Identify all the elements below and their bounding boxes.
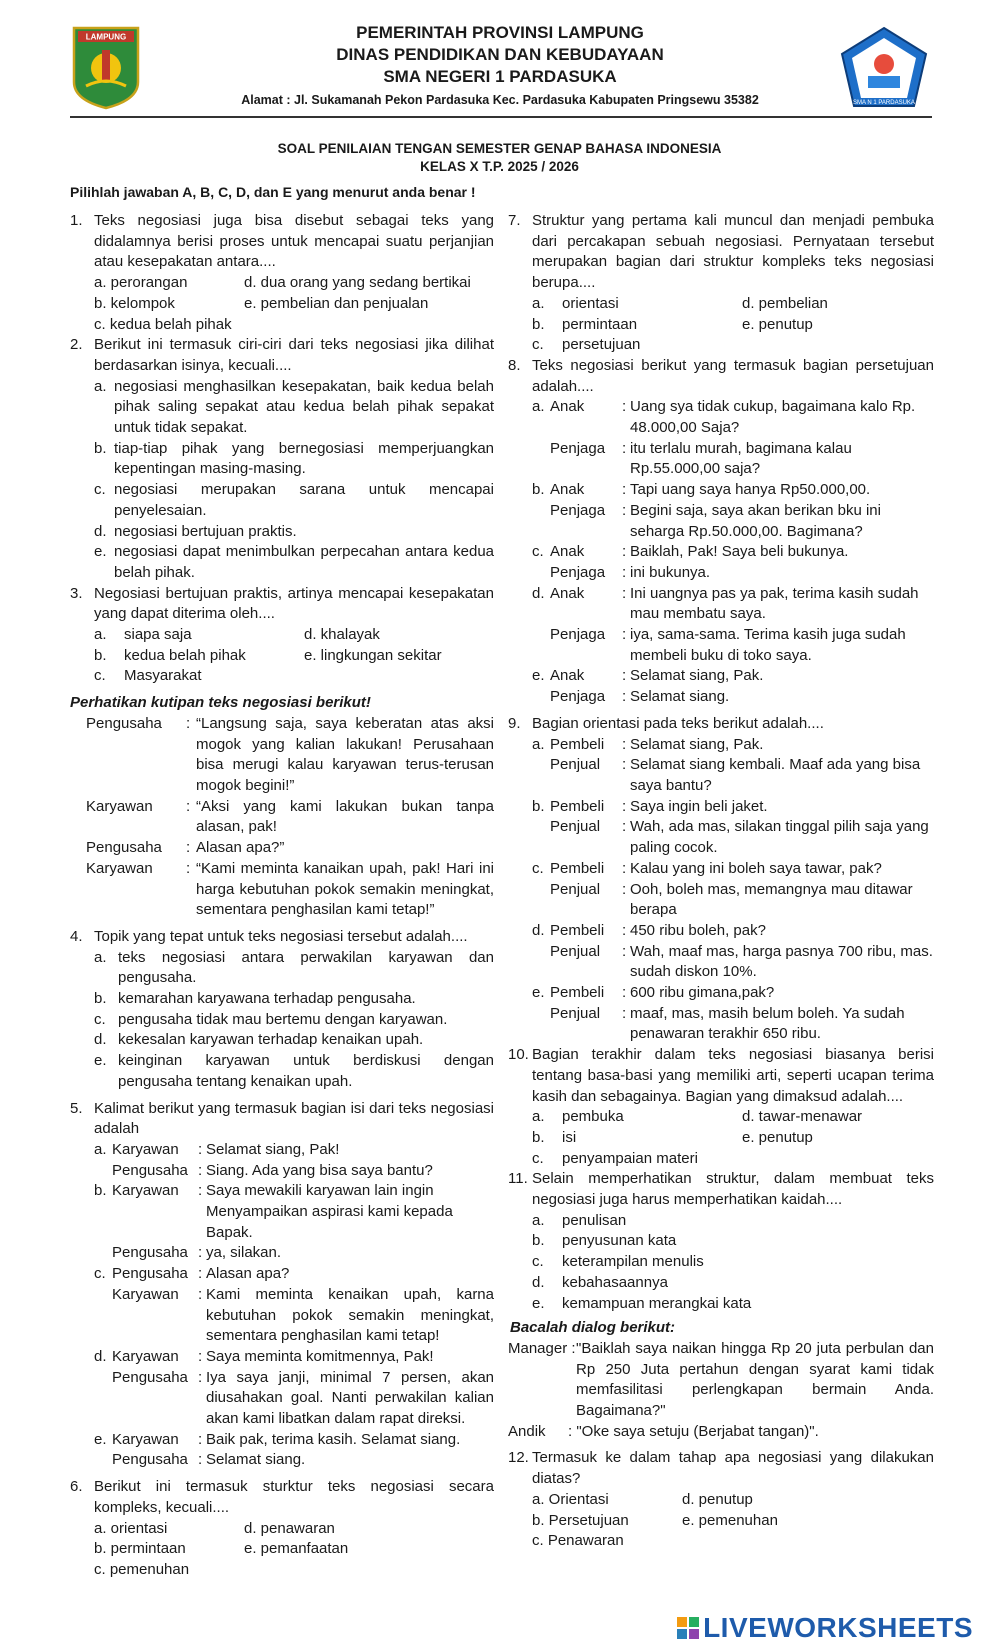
header-department: DINAS PENDIDIKAN DAN KEBUDAYAAN: [336, 45, 664, 64]
header-government: PEMERINTAH PROVINSI LAMPUNG: [356, 23, 644, 42]
question-4-options: [70, 948, 494, 1093]
lampung-crest-logo: [72, 26, 140, 110]
option[interactable]: persetujuan: [562, 336, 641, 354]
option[interactable]: e. Karyawan : Baik pak, terima kasih. Selamat siang.: [94, 1430, 461, 1448]
question-1-options: [70, 273, 494, 335]
option[interactable]: d. tawar-menawar: [742, 1108, 863, 1126]
exam-class: KELAS X T.P. 2025 / 2026: [420, 159, 579, 174]
brand-name: LIVEWORKSHEETS: [703, 1612, 973, 1643]
option[interactable]: d. Pembeli : 450 ribu boleh, pak?: [532, 921, 766, 939]
question-12-options: [508, 1490, 934, 1552]
question-1: 1. Teks negosiasi juga bisa disebut sebagai teks yang didalamnya berisi proses untuk mencapai suatu perjanjian atau kesepakatan antara....: [70, 211, 494, 273]
option[interactable]: e. pemanfaatan: [244, 1540, 349, 1558]
option[interactable]: c. Anak : Baiklah, Pak! Saya beli bukunya.: [532, 543, 849, 561]
question-11: 11. Selain memperhatikan struktur, dalam membuat teks negosiasi juga harus memperhatikan kaidah....: [508, 1169, 934, 1210]
option[interactable]: c. pemenuhan: [94, 1561, 190, 1578]
question-7-options: a. orientasi d. pembelian b. permintaan e. penutup c. persetujuan: [508, 294, 934, 356]
option[interactable]: e. penutup: [742, 1128, 813, 1146]
question-text: Teks negosiasi berikut yang termasuk bagian persetujuan adalah....: [532, 356, 934, 395]
option[interactable]: a. negosiasi menghasilkan kesepakatan, baik kedua belah pihak saling sepakat atau kedua belah pihak sepakat untuk tidak sepakat.: [94, 377, 494, 437]
question-2-options: [70, 377, 494, 584]
question-3-options: a. siapa saja d. khalayak b. kedua belah pihak e. lingkungan sekitar c. Masyarakat: [70, 625, 494, 687]
question-10: 10. Bagian terakhir dalam teks negosiasi biasanya berisi tentang basa-basi yang memiliki arti, seperti ucapan terima kasih dan sebagainya. Bagian yang dimaksud adalah....: [508, 1045, 934, 1107]
option[interactable]: b. kemarahan karyawana terhadap pengusaha.: [94, 990, 416, 1008]
letterhead: [0, 20, 999, 120]
option[interactable]: c. kedua belah pihak: [94, 315, 232, 333]
option[interactable]: b. Karyawan : Saya mewakili karyawan lain ingin Menyampaikan aspirasi kami kepada Bapak.: [94, 1182, 453, 1241]
option[interactable]: c. Penawaran: [532, 1532, 624, 1550]
option[interactable]: a. Orientasi: [532, 1490, 609, 1508]
dialog-andik: Andik : "Oke saya setuju (Berjabat tangan)".: [508, 1422, 819, 1440]
option[interactable]: b. penyusunan kata: [532, 1232, 677, 1250]
option[interactable]: e. lingkungan sekitar: [304, 646, 442, 664]
question-8: 8. Teks negosiasi berikut yang termasuk bagian persetujuan adalah....: [508, 356, 934, 397]
question-text: Bagian orientasi pada teks berikut adalah....: [532, 714, 824, 732]
option[interactable]: d. kebahasaannya: [532, 1273, 668, 1291]
instruction: Pilihlah jawaban A, B, C, D, dan E yang menurut anda benar !: [70, 184, 476, 200]
option[interactable]: e. Pembeli : 600 ribu gimana,pak?: [532, 984, 775, 1002]
option[interactable]: d. negosiasi bertujuan praktis.: [94, 522, 297, 540]
option[interactable]: e. kemampuan merangkai kata: [532, 1294, 752, 1312]
option[interactable]: e. Anak : Selamat siang, Pak.: [532, 667, 764, 685]
option[interactable]: d. khalayak: [304, 626, 380, 644]
emblem-text: SMA N 1 PARDASUKA: [853, 100, 915, 106]
option[interactable]: e. negosiasi dapat menimbulkan perpecahan antara kedua belah pihak.: [94, 543, 494, 581]
header-address: Alamat : Jl. Sukamanah Pekon Pardasuka Kec. Pardasuka Kabupaten Pringsewu 35382: [241, 93, 759, 107]
question-text: Topik yang tepat untuk teks negosiasi tersebut adalah....: [94, 927, 468, 945]
question-text: Bagian terakhir dalam teks negosiasi biasanya berisi tentang basa-basi yang memiliki arti, seperti ucapan terima kasih dan sebagainya. Bagian yang dimaksud adalah....: [532, 1046, 934, 1105]
option[interactable]: e. penutup: [742, 315, 813, 333]
option[interactable]: a. orientasi: [94, 1519, 168, 1537]
option[interactable]: isi: [562, 1128, 577, 1146]
question-text: Selain memperhatikan struktur, dalam membuat teks negosiasi juga harus memperhatikan kaidah....: [532, 1170, 934, 1209]
excerpt-heading: Perhatikan kutipan teks negosiasi berikut!: [70, 694, 371, 712]
exam-title: SOAL PENILAIAN TENGAN SEMESTER GENAP BAHASA INDONESIA: [277, 141, 722, 156]
right-column: [508, 211, 934, 1552]
question-4: 4. Topik yang tepat untuk teks negosiasi tersebut adalah....: [70, 927, 494, 948]
option[interactable]: a. teks negosiasi antara perwakilan karyawan dan pengusaha.: [94, 948, 494, 987]
question-text: Kalimat berikut yang termasuk bagian isi dari teks negosiasi adalah: [94, 1099, 494, 1138]
question-9: 9. Bagian orientasi pada teks berikut adalah....: [508, 714, 934, 735]
question-12: 12. Termasuk ke dalam tahap apa negosiasi yang dilakukan diatas?: [508, 1448, 934, 1489]
option[interactable]: a. penulisan: [532, 1211, 627, 1229]
question-text: Termasuk ke dalam tahap apa negosiasi yang dilakukan diatas?: [532, 1449, 934, 1488]
header-school: SMA NEGERI 1 PARDASUKA: [383, 67, 617, 86]
option[interactable]: penyampaian materi: [562, 1149, 698, 1167]
option[interactable]: e. pembelian dan penjualan: [244, 294, 429, 312]
option[interactable]: b. tiap-tiap pihak yang bernegosiasi memperjuangkan kepentingan masing-masing.: [94, 439, 494, 478]
option[interactable]: b. permintaan: [94, 1540, 186, 1558]
school-emblem-logo: [838, 26, 930, 110]
option[interactable]: Masyarakat: [124, 667, 202, 685]
question-7: 7. Struktur yang pertama kali muncul dan menjadi pembuka dari percakapan sebuah negosiasi. Pernyataan tersebut merupakan bagian dari struktur kompleks teks negosiasi berupa....: [508, 211, 934, 294]
excerpt-dialog: Pengusaha : “Langsung saja, saya keberatan atas aksi mogok yang kalian lakukan! Perusahaan bisa merugi kalau karyawan terus-terusan mogok begini!” Karyawan : “Aksi yang kami lakukan bukan tanpa alasan, pak! Pengusaha : Alasan apa?” Karyawan : “Kami meminta kanaikan upah, pak! Hari ini harga kebutuhan pokok semakin meningkat, sementara penghasilan kami tetap!”: [86, 714, 494, 919]
option[interactable]: b. kelompok: [94, 294, 175, 312]
dialog-heading: Bacalah dialog berikut:: [510, 1319, 676, 1337]
question-text: Berikut ini termasuk ciri-ciri dari teks negosiasi jika dilihat berdasarkan isinya, kecuali....: [94, 336, 494, 374]
question-10-options: a. pembuka d. tawar-menawar b. isi e. penutup c. penyampaian materi: [508, 1107, 934, 1169]
option[interactable]: pembuka: [562, 1108, 624, 1126]
option[interactable]: d. Anak : Ini uangnya pas ya pak, terima kasih sudah mau membatu saya.: [532, 584, 919, 623]
question-text: Berikut ini termasuk sturktur teks negosiasi secara kompleks, kecuali....: [94, 1478, 494, 1516]
option[interactable]: c. pengusaha tidak mau bertemu dengan karyawan.: [94, 1010, 448, 1028]
question-8-options: a. Anak : Uang sya tidak cukup, bagaimana kalo Rp. 48.000,00 Saja? Penjaga : itu terlalu murah, bagimana kalau Rp.55.000,00 saja? b. Anak : Tapi uang saya hanya Rp50.000,00. Penjaga : Begini saja, saya akan berikan bku ini seharga Rp.50.000,00. Bagimana? c. Anak : Baiklah, Pak! Saya beli bukunya. Penjaga : ini bukunya. d. Anak : Ini uangnya pas ya pak, terima kasih sudah mau membatu saya. Penjaga : iya, sama-sama. Terima kasih juga sudah membeli buku di toko saya. e. Anak : Selamat siang, Pak. Penjaga : Selamat siang.: [508, 397, 934, 708]
question-11-options: [508, 1211, 934, 1315]
option[interactable]: d. pembelian: [742, 294, 828, 312]
liveworksheets-brand[interactable]: [677, 1612, 973, 1644]
option[interactable]: siapa saja: [124, 626, 192, 644]
question-text: Negosiasi bertujuan praktis, artinya mencapai kesepakatan yang dapat diterima oleh....: [94, 584, 494, 623]
left-column: [70, 211, 494, 1581]
crest-text: LAMPUNG: [85, 32, 127, 42]
option[interactable]: d. dua orang yang sedang bertikai: [244, 274, 471, 292]
option[interactable]: a. Pembeli : Selamat siang, Pak.: [532, 735, 764, 753]
option[interactable]: c. Pengusaha : Alasan apa?: [94, 1265, 290, 1283]
question-6-options: [70, 1519, 494, 1581]
option[interactable]: d. Karyawan : Saya meminta komitmennya, Pak!: [94, 1347, 434, 1365]
question-text: Teks negosiasi juga bisa disebut sebagai teks yang didalamnya berisi proses untuk mencapai suatu perjanjian atau kesepakatan antara....: [94, 212, 494, 271]
option[interactable]: c. Pembeli : Kalau yang ini boleh saya tawar, pak?: [532, 859, 882, 877]
question-3: 3. Negosiasi bertujuan praktis, artinya mencapai kesepakatan yang dapat diterima oleh....: [70, 584, 494, 625]
option[interactable]: d. penawaran: [244, 1519, 335, 1537]
liveworksheets-icon: [677, 1617, 699, 1639]
option[interactable]: e. keinginan karyawan untuk berdiskusi dengan pengusaha tentang kenaikan upah.: [94, 1052, 494, 1090]
question-2: 2. Berikut ini termasuk ciri-ciri dari teks negosiasi jika dilihat berdasarkan isinya, kecuali....: [70, 335, 494, 376]
question-9-options: a. Pembeli : Selamat siang, Pak. Penjual : Selamat siang kembali. Maaf ada yang bisa saya bantu? b. Pembeli : Saya ingin beli jaket. Penjual : Wah, ada mas, silakan tinggal pilih saja yang paling cocok. c. Pembeli : Kalau yang ini boleh saya tawar, pak? Penjual : Ooh, boleh mas, memangnya mau ditawar berapa d. Pembeli : 450 ribu boleh, pak? Penjual : Wah, maaf mas, harga pasnya 700 ribu, mas. sudah diskon 10%. e. Pembeli : 600 ribu gimana,pak? Penjual : maaf, mas, masih belum boleh. Ya sudah penawaran terakhir 650 ribu.: [532, 735, 933, 1043]
question-6: 6. Berikut ini termasuk sturktur teks negosiasi secara kompleks, kecuali....: [70, 1477, 494, 1518]
option[interactable]: b. Anak : Tapi uang saya hanya Rp50.000,00.: [532, 481, 871, 499]
option[interactable]: d. kekesalan karyawan terhadap kenaikan upah.: [94, 1031, 424, 1049]
option[interactable]: orientasi: [562, 294, 619, 312]
question-5-options: a. Karyawan : Selamat siang, Pak! Pengusaha : Siang. Ada yang bisa saya bantu? b. Karyawan : Saya mewakili karyawan lain ingin Menyampaikan aspirasi kami kepada Bapak. Pengusaha : ya, silakan. c. Pengusaha : Alasan apa? Karyawan : Kami meminta kenaikan upah, karna kebutuhan pokok semakin meningkat, sementara penghasilan kami tetap! d. Karyawan : Saya meminta komitmennya, Pak! Pengusaha : Iya saya janji, minimal 7 persen, akan diusahakan goal. Nanti perwakilan kalian akan kami libatkan dalam rapat direksi. e. Karyawan : Baik pak, terima kasih. Selamat siang. Pengusaha : Selamat siang.: [94, 1140, 494, 1469]
option[interactable]: a. perorangan: [94, 274, 188, 292]
question-text: Struktur yang pertama kali muncul dan menjadi pembuka dari percakapan sebuah negosiasi. Pernyataan tersebut merupakan bagian dari struktur kompleks teks negosiasi berupa....: [532, 212, 934, 292]
option[interactable]: e. pemenuhan: [682, 1511, 778, 1529]
option[interactable]: b. Pembeli : Saya ingin beli jaket.: [532, 797, 768, 815]
dialog-manager: Manager : "Baiklah saya naikan hingga Rp 20 juta perbulan dan Rp 250 Juta pertahun dengan syarat kami tidak memfasilitasi perlengkapan bermain Anda. Bagaimana?": [508, 1339, 934, 1420]
option[interactable]: kedua belah pihak: [124, 646, 246, 664]
option[interactable]: c. keterampilan menulis: [532, 1253, 704, 1271]
exam-title-block: [0, 140, 999, 176]
option[interactable]: d. penutup: [682, 1490, 753, 1508]
header-divider: [70, 116, 932, 118]
option[interactable]: permintaan: [562, 315, 638, 333]
question-5: 5. Kalimat berikut yang termasuk bagian isi dari teks negosiasi adalah: [70, 1099, 494, 1140]
option[interactable]: c. negosiasi merupakan sarana untuk mencapai penyelesaian.: [94, 481, 494, 519]
option[interactable]: b. Persetujuan: [532, 1511, 629, 1529]
option[interactable]: a. Anak : Uang sya tidak cukup, bagaimana kalo Rp. 48.000,00 Saja?: [532, 398, 916, 437]
option[interactable]: a. Karyawan : Selamat siang, Pak!: [94, 1140, 340, 1158]
